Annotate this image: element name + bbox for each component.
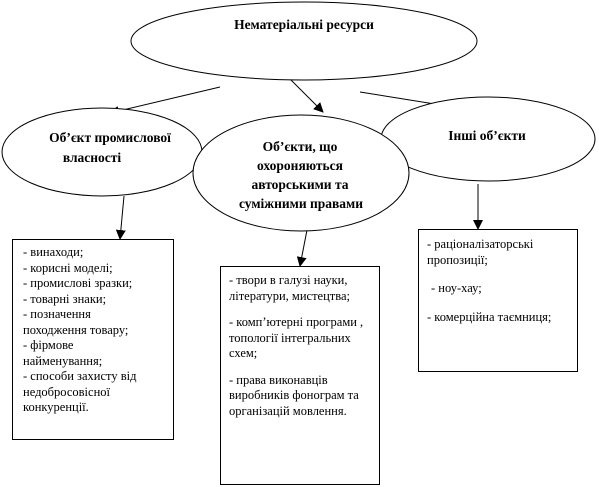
list-item: - винаходи; <box>23 245 84 259</box>
list-item: конкуренції. <box>23 400 89 414</box>
arrow-to-copyright <box>290 79 323 112</box>
copyright-objects-box <box>220 266 380 485</box>
category-label-copyright-line4: суміжними правами <box>238 196 364 211</box>
list-item: походження товару; <box>23 322 129 337</box>
category-label-industrial-line2: власності <box>62 150 122 165</box>
arrow-copyright-to-box <box>300 230 307 266</box>
list-item: - комерційна таємниця; <box>427 309 552 324</box>
list-item: - позначення <box>23 307 91 321</box>
list-item: - способи захисту від <box>23 369 137 383</box>
list-item: недобросовісної <box>23 384 110 399</box>
list-item: - корисні моделі; <box>23 260 113 275</box>
root-ellipse <box>131 2 477 80</box>
list-item: - твори в галузі науки, літератури, мистецтва; <box>229 273 351 303</box>
list-item: - комп’ютерні програми , топології інтегральних схем; <box>229 315 364 360</box>
list-item: - раціоналізаторські пропозиції; <box>427 237 534 267</box>
list-item: - права виконавців виробників фонограм та організацій мовлення. <box>229 372 359 418</box>
list-item: - промислові зразки; <box>23 276 133 290</box>
list-item: найменування; <box>23 353 103 368</box>
list-item: - ноу-хау; <box>431 281 482 295</box>
list-item: - фірмове <box>23 338 74 352</box>
category-label-industrial-line1: Об’єкт промислової <box>49 130 171 145</box>
arrow-industrial-to-box <box>120 196 124 239</box>
category-label-copyright-line1: Об’єкти, що <box>262 139 338 154</box>
category-ellipse-copyright <box>193 115 409 231</box>
list-item: - товарні знаки; <box>23 291 107 306</box>
other-objects-box <box>418 229 578 372</box>
category-label-copyright-line2: охороняються <box>257 158 343 173</box>
industrial-property-box <box>12 239 174 440</box>
category-label-other: Інші об’єкти <box>448 128 526 143</box>
root-title: Нематеріальні ресурси <box>234 17 374 32</box>
category-label-copyright-line3: авторськими та <box>251 177 349 192</box>
